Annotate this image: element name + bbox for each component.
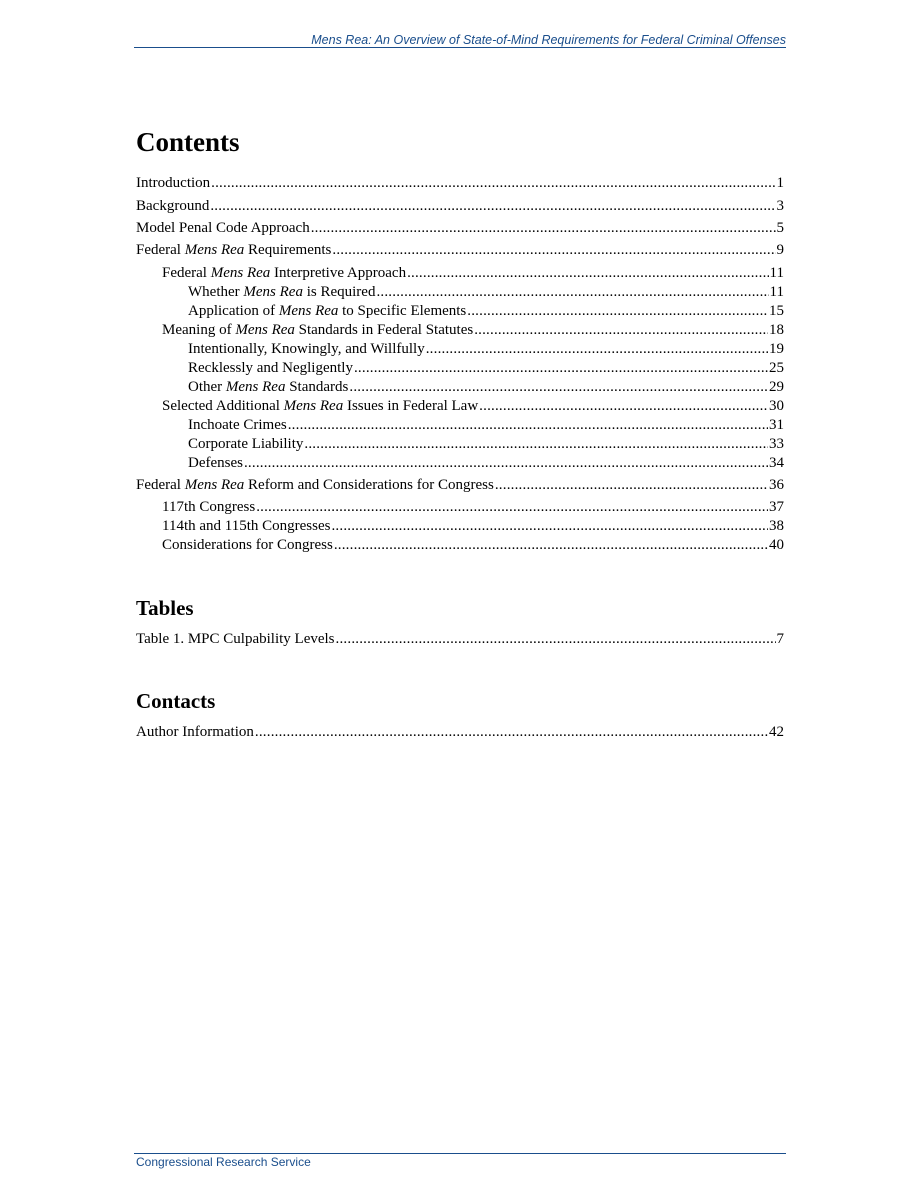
toc-entry-inchoate-crimes[interactable]	[188, 416, 784, 435]
dot-leader	[304, 435, 768, 454]
toc-entry-table-1[interactable]	[136, 630, 784, 649]
dot-leader	[332, 241, 775, 260]
toc-entry-federal-requirements[interactable]	[136, 241, 784, 260]
dot-leader	[211, 174, 775, 193]
dot-leader	[467, 302, 768, 321]
toc-page-number: 3	[776, 198, 784, 214]
toc-entry-label: Introduction	[136, 175, 211, 191]
toc-entry-label: Recklessly and Negligently	[188, 360, 353, 376]
toc-entry-label: Application of Mens Rea to Specific Elements	[188, 303, 467, 319]
toc-page-number: 31	[769, 417, 784, 433]
toc-entry-label: Defenses	[188, 455, 243, 471]
toc-entry-model-penal-code[interactable]	[136, 219, 784, 238]
toc-page-number: 34	[769, 455, 784, 471]
dot-leader	[244, 454, 768, 473]
toc-entry-interpretive-approach[interactable]	[162, 264, 784, 283]
dot-leader	[331, 517, 768, 536]
toc-page-number: 1	[776, 175, 784, 191]
toc-page-number: 29	[769, 379, 784, 395]
toc-page-number: 5	[776, 220, 784, 236]
toc-page-number: 11	[769, 284, 784, 300]
contacts-heading: Contacts	[136, 689, 216, 713]
toc-entry-intentionally[interactable]	[188, 340, 784, 359]
toc-entry-whether-required[interactable]	[188, 283, 784, 302]
toc-entry-corporate-liability[interactable]	[188, 435, 784, 454]
dot-leader	[210, 197, 775, 216]
toc-page-number: 37	[769, 499, 784, 515]
tables-heading: Tables	[136, 596, 194, 620]
toc-entry-label: Intentionally, Knowingly, and Willfully	[188, 341, 425, 357]
toc-entry-background[interactable]	[136, 197, 784, 216]
dot-leader	[495, 476, 768, 495]
dot-leader	[288, 416, 768, 435]
toc-entry-defenses[interactable]	[188, 454, 784, 473]
toc-entry-specific-elements[interactable]	[188, 302, 784, 321]
header-rule	[134, 47, 786, 48]
toc-entry-label: Model Penal Code Approach	[136, 220, 310, 236]
dot-leader	[474, 321, 768, 340]
dot-leader	[479, 397, 768, 416]
toc-entry-label: Inchoate Crimes	[188, 417, 287, 433]
toc-entry-label: Table 1. MPC Culpability Levels	[136, 631, 335, 647]
dot-leader	[255, 723, 768, 742]
toc-entry-label: Federal Mens Rea Reform and Considerations for Congress	[136, 477, 494, 493]
toc-entry-label: Meaning of Mens Rea Standards in Federal Statutes	[162, 322, 474, 338]
toc-page-number: 25	[769, 360, 784, 376]
toc-entry-recklessly[interactable]	[188, 359, 784, 378]
toc-entry-label: Considerations for Congress	[162, 537, 333, 553]
toc-entry-other-standards[interactable]	[188, 378, 784, 397]
toc-page-number: 18	[769, 322, 784, 338]
dot-leader	[376, 283, 768, 302]
toc-page-number: 42	[769, 724, 784, 740]
toc-page-number: 33	[769, 436, 784, 452]
dot-leader	[354, 359, 768, 378]
toc-entry-introduction[interactable]	[136, 174, 784, 193]
toc-page-number: 11	[769, 265, 784, 281]
dot-leader	[426, 340, 768, 359]
dot-leader	[336, 630, 776, 649]
dot-leader	[407, 264, 768, 283]
toc-page-number: 38	[769, 518, 784, 534]
toc-entry-reform[interactable]	[136, 476, 784, 495]
toc-entry-label: Federal Mens Rea Interpretive Approach	[162, 265, 407, 281]
toc-entry-label: Corporate Liability	[188, 436, 304, 452]
toc-entry-label: 117th Congress	[162, 499, 256, 515]
toc-entry-label: 114th and 115th Congresses	[162, 518, 331, 534]
toc-entry-label: Other Mens Rea Standards	[188, 379, 349, 395]
toc-entry-additional-issues[interactable]	[162, 397, 784, 416]
dot-leader	[349, 378, 768, 397]
toc-entry-label: Selected Additional Mens Rea Issues in Federal Law	[162, 398, 479, 414]
toc-page-number: 19	[769, 341, 784, 357]
toc-page-number: 36	[769, 477, 784, 493]
dot-leader	[311, 219, 776, 238]
dot-leader	[334, 536, 768, 555]
toc-entry-label: Author Information	[136, 724, 254, 740]
dot-leader	[256, 498, 768, 517]
toc-entry-label: Federal Mens Rea Requirements	[136, 242, 332, 258]
toc-entry-author-information[interactable]	[136, 723, 784, 742]
running-header: Mens Rea: An Overview of State-of-Mind Requirements for Federal Criminal Offenses	[311, 33, 786, 47]
toc-entry-117th-congress[interactable]	[162, 498, 784, 517]
toc-entry-label: Background	[136, 198, 210, 214]
toc-page-number: 7	[776, 631, 784, 647]
toc-page-number: 15	[769, 303, 784, 319]
toc-entry-label: Whether Mens Rea is Required	[188, 284, 376, 300]
toc-entry-considerations[interactable]	[162, 536, 784, 555]
footer-rule	[134, 1153, 786, 1154]
running-footer: Congressional Research Service	[136, 1155, 311, 1169]
toc-entry-114th-115th-congresses[interactable]	[162, 517, 784, 536]
toc-page-number: 30	[769, 398, 784, 414]
toc-page-number: 40	[769, 537, 784, 553]
toc-page-number: 9	[776, 242, 784, 258]
contents-heading: Contents	[136, 127, 240, 157]
toc-entry-meaning-standards[interactable]	[162, 321, 784, 340]
